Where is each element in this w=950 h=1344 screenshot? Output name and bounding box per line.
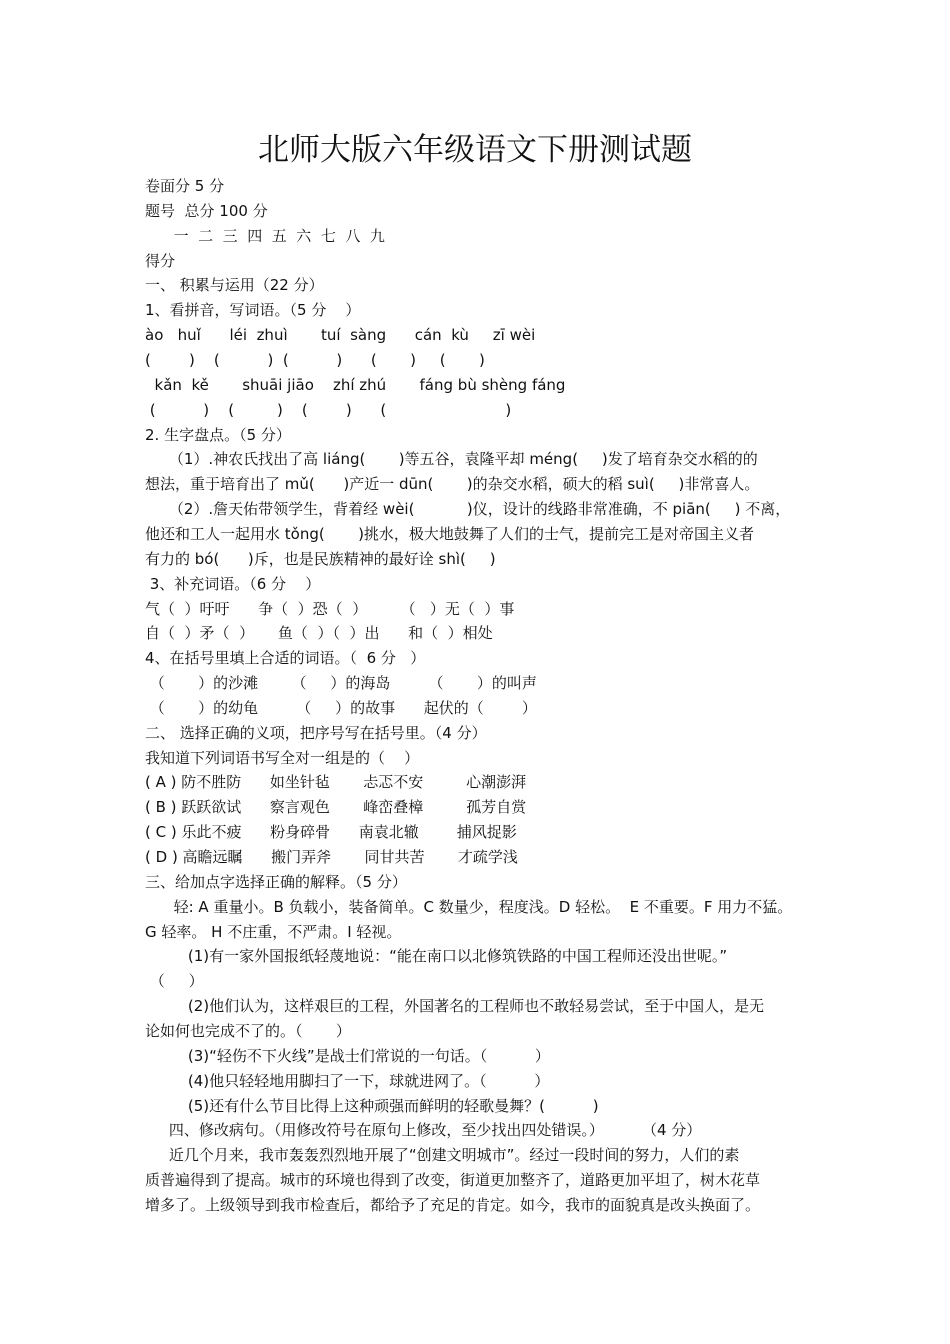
text-line: ( C ) 乐此不疲 粉身碎骨 南袁北辙 捕风捉影	[145, 823, 517, 842]
page-title: 北师大版六年级语文下册测试题	[258, 132, 692, 168]
text-line: 增多了。上级领导到我市检查后，都给予了充足的肯定。如今，我市的面貌真是改头换面了。	[145, 1195, 761, 1214]
text-line: 4、在括号里填上合适的词语。（ 6 分 ）	[145, 649, 426, 668]
text-line: (4)他只轻轻地用脚扫了一下，球就进网了。（ ）	[145, 1071, 550, 1090]
text-line: 一、 积累与运用（22 分）	[145, 276, 324, 295]
text-line: （ ）的幼龟 （ ）的故事 起伏的（ ）	[145, 698, 537, 717]
text-line: ( D ) 高瞻远瞩 搬门弄斧 同甘共苦 才疏学浅	[145, 848, 518, 866]
text-line: （ ）	[145, 972, 204, 991]
text-line: 二、 选择正确的义项，把序号写在括号里。（4 分）	[145, 723, 487, 742]
text-line: 题号 总分 100 分	[145, 201, 268, 220]
text-line: （ ）的沙滩 （ ）的海岛 （ ）的叫声	[145, 674, 537, 692]
text-line: 近几个月来，我市轰轰烈烈地开展了“创建文明城市”。经过一段时间的努力，人们的素	[145, 1146, 740, 1165]
text-line: (1)有一家外国报纸轻蔑地说：“能在南口以北修筑铁路的中国工程师还没出世呢。”	[145, 947, 728, 966]
text-line: 自（ ）矛（ ） 鱼（ ）（ ）出 和（ ）相处	[145, 624, 493, 643]
text-line: (5)还有什么节目比得上这种顽强而鲜明的轻歌曼舞？( )	[145, 1096, 599, 1115]
text-line: 得分	[145, 251, 176, 270]
text-line: 卷面分 5 分	[145, 177, 225, 195]
text-line: 我知道下列词语书写全对一组是的（ ）	[145, 748, 420, 767]
text-line: ( A ) 防不胜防 如坐针毡 忐忑不安 心潮澎湃	[145, 773, 527, 792]
text-line: ( ) ( ) ( ) ( ) ( )	[145, 351, 485, 369]
text-line: 四、修改病句。（用修改符号在原句上修改，至少找出四处错误。） （4 分）	[145, 1121, 702, 1140]
text-line: ( B ) 跃跃欲试 察言观色 峰峦叠樟 孤芳自赏	[145, 798, 527, 817]
text-line: (2)他们认为，这样艰巨的工程，外国著名的工程师也不敢轻易尝试，至于中国人，是无	[145, 997, 765, 1016]
text-line: 他还和工人一起用水 tǒng( )挑水，极大地鼓舞了人们的士气，提前完工是对帝国主义者	[145, 524, 754, 543]
text-line: 三、给加点字选择正确的解释。（5 分）	[145, 872, 407, 891]
text-line: （1）.神农氏找出了高 liáng( )等五谷，袁隆平却 méng( )发了培育杂交水稻的的	[145, 450, 758, 469]
text-line: 论如何也完成不了的。（ ）	[145, 1021, 351, 1040]
text-line: 一 二 三 四 五 六 七 八 九	[145, 226, 385, 245]
text-line: ( ) ( ) ( ) ( )	[145, 400, 512, 419]
text-line: 2. 生字盘点。（5 分）	[145, 425, 291, 444]
text-line: (3)“轻伤不下火线”是战士们常说的一句话。（ ）	[145, 1046, 550, 1065]
text-line: （2）.詹天佑带领学生，背着经 wèi( )仪，设计的线路非常准确，不 piān( ) 不离，	[145, 500, 791, 519]
text-line: ào huǐ léi zhuì tuí sàng cán kù zī wèi	[145, 326, 536, 345]
text-line: 1、看拼音，写词语。（5 分 ）	[145, 301, 361, 320]
text-line: 轻: A 重量小。B 负载小，装备简单。C 数量少，程度浅。D 轻松。 E 不重要。F 用力不猛。	[145, 897, 793, 916]
text-line: 有力的 bó( )斥，也是民族精神的最好诠 shì( )	[145, 549, 496, 568]
text-line: 想法，重于培育出了 mǔ( )产近一 dūn( )的杂交水稻，硕大的稻 suì( )非常喜人。	[145, 475, 760, 494]
text-line: kǎn kě shuāi jiāo zhí zhú fáng bù shèng fáng	[145, 375, 566, 394]
text-line: 质普遍得到了提高。城市的环境也得到了改变，街道更加整齐了，道路更加平坦了，树木花草	[145, 1171, 761, 1189]
text-line: 气（ ）吁吁 争（ ）恐（ ） （ ）无（ ）事	[145, 599, 515, 618]
text-line: 3、补充词语。（6 分 ）	[145, 574, 321, 593]
text-line: G 轻率。 H 不庄重，不严肃。I 轻视。	[145, 922, 402, 941]
